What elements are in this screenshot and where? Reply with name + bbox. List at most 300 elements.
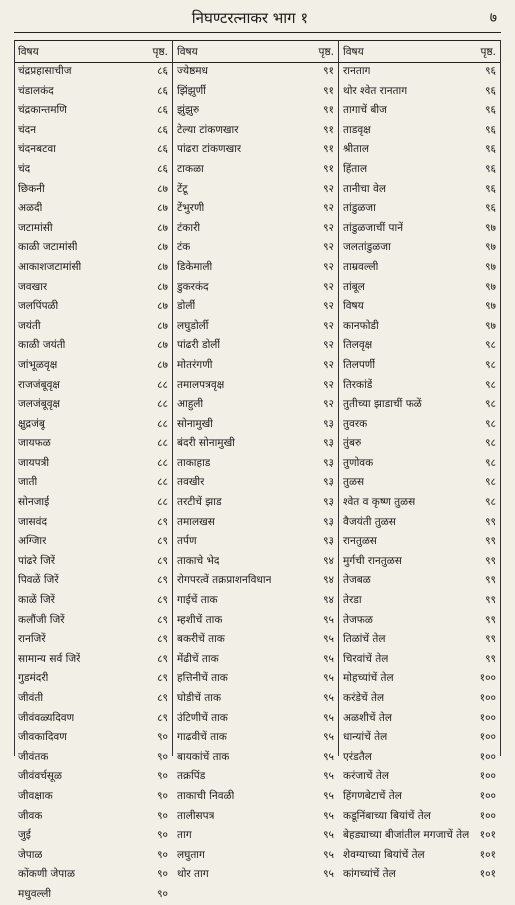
entry-page-number: १०१ <box>479 868 496 881</box>
entry-page-number: ९१ <box>323 162 334 175</box>
entry-page-number: ९१ <box>323 143 334 156</box>
index-entry <box>18 415 168 435</box>
entry-term: वैजयंती तुळस <box>343 515 396 528</box>
index-entry <box>18 121 168 141</box>
entry-page-number: ९६ <box>485 65 496 77</box>
entry-page-number: ९४ <box>323 554 334 567</box>
entry-page-number: ८६ <box>157 104 168 117</box>
index-entry <box>343 865 496 885</box>
index-entry <box>343 160 496 180</box>
entry-page-number: ९० <box>157 731 168 744</box>
entry-term: जांभूळवृक्ष <box>18 358 58 371</box>
index-entry <box>343 278 496 298</box>
index-entry <box>177 82 334 102</box>
index-entry <box>343 748 496 768</box>
entry-term: ज्येष्ठमध <box>177 65 209 77</box>
entry-term: एरंडतैल <box>343 750 372 763</box>
index-entry <box>18 669 168 689</box>
index-entry <box>343 415 496 435</box>
entry-term: तिलपर्णी <box>343 358 376 371</box>
entry-term: काळी जटामांसी <box>18 241 78 254</box>
entry-page-number: ९२ <box>323 339 334 352</box>
entry-page-number: ९५ <box>323 711 334 724</box>
index-entry <box>18 297 168 317</box>
index-entry <box>343 454 496 474</box>
entry-term: गाईचें ताक <box>177 594 218 607</box>
index-entry <box>343 728 496 748</box>
column-header-term: विषय <box>343 46 364 58</box>
index-entry <box>18 376 168 396</box>
index-entry <box>177 101 334 121</box>
index-entry <box>177 376 334 396</box>
index-entry <box>343 317 496 337</box>
entry-page-number: ८६ <box>157 123 168 136</box>
entry-term: अळशीचें तेल <box>343 711 392 724</box>
entry-page-number: ९७ <box>485 241 496 254</box>
entry-term: जायफळ <box>18 437 51 450</box>
entry-term: जलजंबूवृक्ष <box>18 398 61 411</box>
index-entry <box>177 552 334 572</box>
entry-term: लघुताग <box>177 848 205 861</box>
entry-term: घोडीचें ताक <box>177 692 222 704</box>
entry-term: सामान्य सर्व जिरें <box>18 652 81 665</box>
entry-term: तिळांचें तेल <box>343 633 386 646</box>
entry-page-number: ९१ <box>323 84 334 97</box>
entry-term: टंकारी <box>177 221 201 234</box>
entry-term: जाती <box>18 476 38 489</box>
index-entry <box>18 826 168 846</box>
entry-term: चंद <box>18 162 31 175</box>
entry-page-number: ९५ <box>323 731 334 744</box>
top-rule <box>14 32 501 33</box>
entry-page-number: १०० <box>479 809 496 822</box>
entry-term: मोहच्यांचें तेल <box>343 672 394 685</box>
index-entry <box>343 336 496 356</box>
entry-page-number: ९५ <box>323 692 334 704</box>
index-entry <box>177 787 334 807</box>
index-entry <box>343 846 496 866</box>
index-entry <box>18 199 168 219</box>
header-top-rule <box>14 40 501 41</box>
entry-term: शेवग्याच्या बियांचें तेल <box>343 848 425 861</box>
index-entry <box>18 101 168 121</box>
entry-page-number: ८८ <box>157 456 168 469</box>
entry-page-number: ८६ <box>157 143 168 156</box>
entry-page-number: ९० <box>157 809 168 822</box>
index-entry <box>177 140 334 160</box>
index-entry <box>343 238 496 258</box>
entry-term: चिरवांचें तेल <box>343 652 389 665</box>
entry-page-number: ९२ <box>323 241 334 254</box>
index-entry <box>343 258 496 278</box>
entry-term: सोनजाई <box>18 496 50 509</box>
index-entry <box>18 356 168 376</box>
entry-term: बकरीचें ताक <box>177 633 225 646</box>
entry-term: करंडेचें तेल <box>343 692 385 704</box>
entry-term: टेल्या टांकणखार <box>177 123 239 136</box>
entry-term: पांढरी डोर्ली <box>177 339 221 352</box>
entry-page-number: ९३ <box>323 535 334 548</box>
index-entry <box>343 140 496 160</box>
index-entry <box>18 591 168 611</box>
index-entry <box>177 630 334 650</box>
entry-page-number: ९५ <box>323 868 334 881</box>
entry-term: टेंटू <box>177 182 188 195</box>
column-header <box>177 44 334 62</box>
index-entry <box>343 473 496 493</box>
index-entry <box>177 317 334 337</box>
entry-page-number: ९५ <box>323 770 334 783</box>
entry-page-number: ९९ <box>485 574 496 587</box>
index-entry <box>343 493 496 513</box>
index-entry <box>18 767 168 787</box>
index-entry <box>343 513 496 533</box>
entry-page-number: ९७ <box>485 260 496 273</box>
entry-page-number: ९३ <box>323 496 334 509</box>
entry-page-number: ९४ <box>323 574 334 587</box>
index-entry <box>18 62 168 82</box>
index-entry <box>177 199 334 219</box>
entry-term: अग्जिार <box>18 535 47 548</box>
entry-term: तुळस <box>343 476 365 489</box>
entry-page-number: ९३ <box>323 515 334 528</box>
entry-term: जेपाळ <box>18 848 43 861</box>
entry-term: तवखीर <box>177 476 205 489</box>
entry-term: जवखार <box>18 280 48 293</box>
index-entry <box>18 885 168 905</box>
entry-page-number: ९१ <box>323 123 334 136</box>
index-entry <box>18 434 168 454</box>
index-entry <box>343 807 496 827</box>
entry-page-number: ९३ <box>323 476 334 489</box>
entry-page-number: ८९ <box>157 613 168 626</box>
index-entry <box>177 611 334 631</box>
index-entry <box>18 787 168 807</box>
entry-term: जीवंवर्चसूळ <box>18 770 62 783</box>
index-entry <box>343 376 496 396</box>
index-entry <box>177 728 334 748</box>
index-entry <box>177 454 334 474</box>
entry-term: पांढरे जिरें <box>18 554 56 567</box>
index-entry <box>18 278 168 298</box>
index-entry <box>18 219 168 239</box>
entry-term: जीवंवळ्यदिवण <box>18 711 75 724</box>
entry-page-number: १०१ <box>479 829 496 842</box>
entry-page-number: ९९ <box>485 515 496 528</box>
index-entry <box>343 434 496 454</box>
entry-term: जलपिंपळी <box>18 300 59 313</box>
entry-term: तांडुळजाचीं पानें <box>343 221 404 234</box>
entry-term: चंदनबटवा <box>18 143 56 156</box>
entry-term: तमालपत्रवृक्ष <box>177 378 225 391</box>
entry-page-number: ९५ <box>323 750 334 763</box>
entry-page-number: ८७ <box>157 221 168 234</box>
entry-page-number: ९३ <box>323 456 334 469</box>
index-column-1 <box>18 44 168 905</box>
entry-page-number: ९९ <box>485 554 496 567</box>
entry-page-number: ८९ <box>157 535 168 548</box>
entry-page-number: ९५ <box>323 809 334 822</box>
entry-page-number: ८९ <box>157 554 168 567</box>
column-header-term: विषय <box>177 46 198 58</box>
entry-term: म्हशीचें ताक <box>177 613 223 626</box>
entry-term: थोर ताग <box>177 868 209 881</box>
index-entry <box>177 846 334 866</box>
index-entry <box>18 258 168 278</box>
index-entry <box>177 807 334 827</box>
entry-term: ताम्रवल्ली <box>343 260 379 273</box>
entry-term: जीवंती <box>18 692 44 704</box>
index-entry <box>177 258 334 278</box>
entry-page-number: ९० <box>157 887 168 900</box>
entry-page-number: ९८ <box>485 398 496 411</box>
index-entry <box>343 689 496 709</box>
entry-term: टंक <box>177 241 191 254</box>
right-border <box>500 40 501 756</box>
index-entry <box>177 669 334 689</box>
index-entry <box>18 140 168 160</box>
entry-page-number: ९८ <box>485 339 496 352</box>
index-entry <box>343 297 496 317</box>
entry-term: रानतुळस <box>343 535 377 548</box>
entry-term: रानताग <box>343 65 371 77</box>
entry-term: आहुली <box>177 398 204 411</box>
entry-term: जासवंद <box>18 515 48 528</box>
entry-page-number: १०० <box>479 750 496 763</box>
entry-page-number: ९७ <box>485 221 496 234</box>
entry-page-number: १०० <box>479 789 496 802</box>
entry-page-number: ९८ <box>485 496 496 509</box>
entry-page-number: ९८ <box>485 378 496 391</box>
entry-term: ताडवृक्ष <box>343 123 371 136</box>
entry-page-number: ९२ <box>323 182 334 195</box>
entry-page-number: ९६ <box>485 104 496 117</box>
entry-page-number: ८९ <box>157 574 168 587</box>
index-entry <box>343 532 496 552</box>
index-entry <box>177 865 334 885</box>
entry-page-number: ९७ <box>485 300 496 313</box>
index-entry <box>18 689 168 709</box>
entry-term: कानफोडी <box>343 319 379 332</box>
index-entry <box>177 513 334 533</box>
entry-page-number: ९० <box>157 789 168 802</box>
entry-term: जटामांसी <box>18 221 53 234</box>
entry-term: जीवकादिवण <box>18 731 67 744</box>
entry-page-number: ९६ <box>485 123 496 136</box>
entry-term: बेहड्याच्या बीजांतील मगजाचें तेल <box>343 829 470 842</box>
entry-page-number: ९९ <box>485 594 496 607</box>
entry-page-number: ९५ <box>323 633 334 646</box>
entry-page-number: ९६ <box>485 182 496 195</box>
index-entry <box>18 238 168 258</box>
entry-page-number: ८७ <box>157 339 168 352</box>
entry-term: रानजिरें <box>18 633 46 646</box>
page-title: निघण्टरत्नाकर भाग १ <box>191 9 309 27</box>
entry-term: विषय <box>343 300 364 313</box>
entry-page-number: ८८ <box>157 496 168 509</box>
column-header <box>343 44 496 62</box>
entry-term: पांढरा टांकणखार <box>177 143 242 156</box>
entry-term: तमालखस <box>177 515 215 528</box>
entry-page-number: ९२ <box>323 319 334 332</box>
entry-term: अळदी <box>18 202 43 215</box>
index-entry <box>18 473 168 493</box>
entry-term: जीवक <box>18 809 43 822</box>
entry-page-number: १०० <box>479 692 496 704</box>
entry-term: ताकाहाड <box>177 456 211 469</box>
column-divider-1 <box>172 40 173 756</box>
index-entry <box>18 846 168 866</box>
entry-page-number: ९७ <box>485 319 496 332</box>
entry-page-number: १०० <box>479 770 496 783</box>
entry-term: डिकेमाली <box>177 260 213 273</box>
entry-page-number: १०० <box>479 711 496 724</box>
entry-page-number: ९६ <box>485 202 496 215</box>
entry-page-number: ८९ <box>157 652 168 665</box>
entry-term: श्वेत व कृष्ण तुळस <box>343 496 416 509</box>
entry-term: जीवक्षाक <box>18 789 53 802</box>
entry-term: सोनामुखी <box>177 417 213 430</box>
entry-page-number: ९० <box>157 868 168 881</box>
entry-page-number: ९२ <box>323 358 334 371</box>
entry-term: तांबूल <box>343 280 365 293</box>
entry-term: जयंती <box>18 319 41 332</box>
entry-term: क्षुद्रजंबू <box>18 417 45 430</box>
entry-page-number: ९९ <box>485 652 496 665</box>
entry-term: हिंताल <box>343 162 368 175</box>
index-entry <box>177 591 334 611</box>
index-entry <box>18 513 168 533</box>
entry-term: तरटीचें झाड <box>177 496 222 509</box>
entry-page-number: ८६ <box>157 162 168 175</box>
entry-term: रोगपरत्वें तक्रप्राशनविधान <box>177 574 272 587</box>
entry-page-number: ८७ <box>157 280 168 293</box>
entry-term: ताग <box>177 829 192 842</box>
entry-term: ताकाची निवळी <box>177 789 235 802</box>
entry-term: राजजंबूवृक्ष <box>18 378 60 391</box>
entry-page-number: ८६ <box>157 84 168 97</box>
entry-page-number: ९८ <box>485 417 496 430</box>
index-entry <box>18 748 168 768</box>
index-entry <box>177 473 334 493</box>
index-entry <box>177 709 334 729</box>
index-entry <box>18 611 168 631</box>
index-entry <box>343 101 496 121</box>
index-entry <box>18 728 168 748</box>
entry-term: तक्रपिंड <box>177 770 206 783</box>
index-entry <box>343 552 496 572</box>
index-entry <box>18 650 168 670</box>
entry-term: गाढवीचें ताक <box>177 731 227 744</box>
entry-term: काळें जिरें <box>18 594 55 607</box>
index-entry <box>343 219 496 239</box>
entry-page-number: ८९ <box>157 692 168 704</box>
entry-term: तेजफळ <box>343 613 373 626</box>
entry-term: उंटिणीचें ताक <box>177 711 228 724</box>
index-entry <box>177 415 334 435</box>
index-entry <box>343 356 496 376</box>
column-header-term: विषय <box>18 46 39 58</box>
entry-term: मधुवल्ली <box>18 887 52 900</box>
entry-page-number: ८८ <box>157 398 168 411</box>
entry-term: ताकाचे भेद <box>177 554 220 567</box>
entry-page-number: ९५ <box>323 829 334 842</box>
entry-page-number: ८७ <box>157 260 168 273</box>
index-entry <box>177 532 334 552</box>
entry-page-number: ९१ <box>323 104 334 117</box>
entry-page-number: ८६ <box>157 65 168 77</box>
entry-page-number: ८७ <box>157 300 168 313</box>
entry-page-number: ९९ <box>485 633 496 646</box>
entry-page-number: ८७ <box>157 241 168 254</box>
page-number: ७ <box>489 10 497 26</box>
index-entry <box>177 434 334 454</box>
index-entry <box>177 571 334 591</box>
entry-term: बंदरी सोनामुखी <box>177 437 235 450</box>
entry-page-number: ९२ <box>323 378 334 391</box>
entry-term: लघुडोर्ली <box>177 319 209 332</box>
entry-page-number: ९५ <box>323 848 334 861</box>
index-entry <box>343 395 496 415</box>
entry-page-number: ९६ <box>485 162 496 175</box>
entry-term: तिलवृक्ष <box>343 339 373 352</box>
entry-term: तुतीच्या झाडाचीं फळें <box>343 398 422 411</box>
index-entry <box>343 767 496 787</box>
entry-term: डोर्ली <box>177 300 196 313</box>
entry-page-number: ९० <box>157 848 168 861</box>
index-entry <box>343 611 496 631</box>
index-entry <box>343 591 496 611</box>
entry-page-number: ८७ <box>157 358 168 371</box>
entry-page-number: ८९ <box>157 594 168 607</box>
entry-term: करंजाचें तेल <box>343 770 389 783</box>
entry-page-number: ८९ <box>157 672 168 685</box>
index-entry <box>177 180 334 200</box>
entry-term: मोतरंगणी <box>177 358 213 371</box>
index-entry <box>18 807 168 827</box>
column-header <box>18 44 168 62</box>
entry-term: चंडालकंद <box>18 84 54 97</box>
entry-term: चंदन <box>18 123 37 136</box>
index-entry <box>18 493 168 513</box>
entry-page-number: ९६ <box>485 143 496 156</box>
entry-page-number: ९८ <box>485 456 496 469</box>
index-entry <box>177 160 334 180</box>
entry-page-number: ९२ <box>323 202 334 215</box>
entry-term: गुडमंदरी <box>18 672 49 685</box>
entry-page-number: ८९ <box>157 633 168 646</box>
entry-term: श्रीताल <box>343 143 369 156</box>
index-entry <box>343 826 496 846</box>
entry-page-number: ९३ <box>323 437 334 450</box>
index-entry <box>18 630 168 650</box>
entry-term: धान्यांचें तेल <box>343 731 388 744</box>
entry-term: तालीसपत्र <box>177 809 215 822</box>
index-entry <box>343 630 496 650</box>
entry-page-number: ९८ <box>485 476 496 489</box>
index-entry <box>343 199 496 219</box>
entry-term: काळी जयंती <box>18 339 66 352</box>
entry-page-number: ९८ <box>485 358 496 371</box>
index-entry <box>18 160 168 180</box>
index-entry <box>343 787 496 807</box>
entry-page-number: ९३ <box>323 417 334 430</box>
entry-page-number: ९० <box>157 770 168 783</box>
entry-page-number: ९० <box>157 829 168 842</box>
index-entry <box>177 121 334 141</box>
entry-page-number: ९५ <box>323 613 334 626</box>
index-entry <box>177 748 334 768</box>
